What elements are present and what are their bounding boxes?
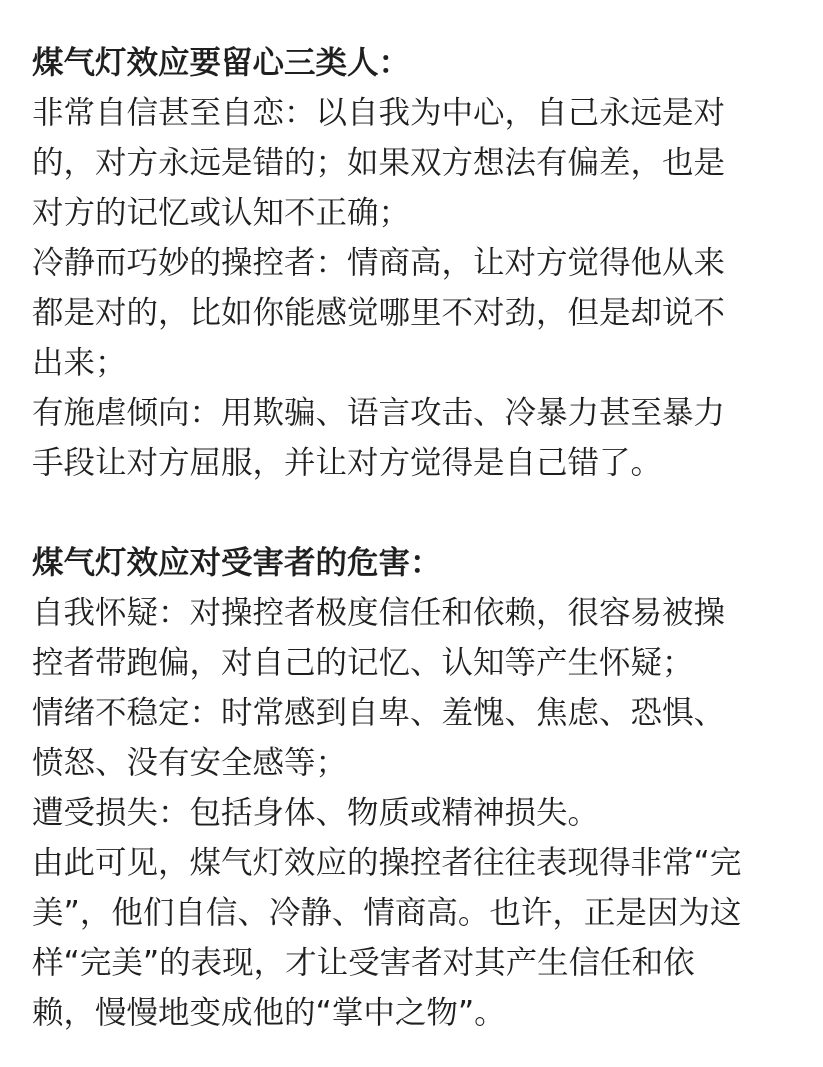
paragraph-line: 赖，慢慢地变成他的“掌中之物”。 xyxy=(32,995,506,1031)
paragraph-line: 非常自信甚至自恋：以自我为中心，自己永远是对 xyxy=(32,95,726,131)
paragraph-line: 美”，他们自信、冷静、情商高。也许，正是因为这 xyxy=(32,895,742,931)
paragraph-line: 样“完美”的表现，才让受害者对其产生信任和依 xyxy=(32,945,695,981)
section-heading-three-types: 煤气灯效应要留心三类人： xyxy=(32,45,411,81)
section-spacer xyxy=(32,488,802,538)
paragraph-line: 由此可见，煤气灯效应的操控者往往表现得非常“完 xyxy=(32,845,742,881)
paragraph-line: 自我怀疑：对操控者极度信任和依赖，很容易被操 xyxy=(32,595,726,631)
document-body xyxy=(32,38,802,1038)
paragraph-line: 有施虐倾向：用欺骗、语言攻击、冷暴力甚至暴力 xyxy=(32,395,726,431)
paragraph-line: 手段让对方屈服，并让对方觉得是自己错了。 xyxy=(32,445,663,481)
section-heading-harm: 煤气灯效应对受害者的危害： xyxy=(32,545,442,581)
paragraph-line: 对方的记忆或认知不正确； xyxy=(32,195,411,231)
paragraph-line: 都是对的，比如你能感觉哪里不对劲，但是却说不 xyxy=(32,295,726,331)
paragraph-line: 的，对方永远是错的；如果双方想法有偏差，也是 xyxy=(32,145,726,181)
paragraph-line: 控者带跑偏，对自己的记忆、认知等产生怀疑； xyxy=(32,645,694,681)
paragraph-line: 情绪不稳定：时常感到自卑、羞愧、焦虑、恐惧、 xyxy=(32,695,726,731)
paragraph-line: 愤怒、没有安全感等； xyxy=(32,745,348,781)
paragraph-line: 遭受损失：包括身体、物质或精神损失。 xyxy=(32,795,600,831)
paragraph-line: 出来； xyxy=(32,345,127,381)
paragraph-line: 冷静而巧妙的操控者：情商高，让对方觉得他从来 xyxy=(32,245,726,281)
